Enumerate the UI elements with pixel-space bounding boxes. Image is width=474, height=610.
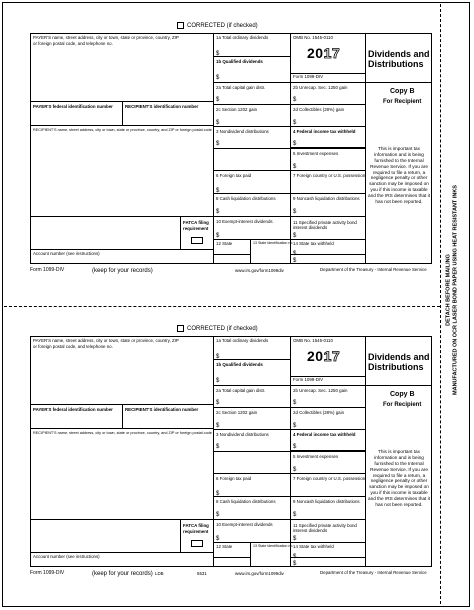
tax-year-suffix: 17 <box>323 45 341 61</box>
box-1a-label: 1a Total ordinary dividends <box>216 35 269 40</box>
box-2b-dollar: $ <box>293 400 297 406</box>
payer-name-label-cont: or foreign postal code, and telephone no. <box>33 344 113 349</box>
rule-row-2a <box>213 82 365 83</box>
box-1a-label: 1a Total ordinary dividends <box>216 338 269 343</box>
box-2c-label: 2c Section 1202 gain <box>216 107 258 112</box>
box-11-label: 11 Specified private activity bond interest dividends <box>293 220 357 231</box>
payer-name-label: PAYER'S name, street address, city or town, state or province, country, ZIP <box>33 338 179 343</box>
box-3-label: 3 Nondividend distributions <box>216 432 269 437</box>
payer-name-label-cont: or foreign postal code, and telephone no. <box>33 41 113 46</box>
box-14-label: 14 State tax withheld <box>293 241 334 246</box>
rule-row-5 <box>213 148 365 149</box>
corrected-label: CORRECTED (if checked) <box>187 23 258 29</box>
box-9-dollar: $ <box>293 512 297 518</box>
rule-1a <box>213 56 290 57</box>
box-3-dollar: $ <box>216 444 220 450</box>
payer-name-label: PAYER'S name, street address, city or town, state or province, country, ZIP <box>33 35 179 40</box>
rule-row-2a <box>213 385 365 386</box>
box-2b-label: 2b Unrecap. Sec. 1250 gain <box>293 85 348 90</box>
rule-year <box>290 73 365 74</box>
footer-url: www.irs.gov/form1099div <box>235 571 284 576</box>
box-4-dollar: $ <box>293 444 297 450</box>
footer-form-text: Form 1099-DIV <box>30 267 65 273</box>
box-7-label: 7 Foreign country or U.S. possession <box>293 476 366 481</box>
box-14-dollar-a: $ <box>293 251 297 257</box>
box-8-dollar: $ <box>216 209 220 215</box>
rule-row-14 <box>290 254 365 255</box>
rule-recipient-top <box>30 428 213 429</box>
footer-code: LDB <box>155 571 164 576</box>
box-1a-dollar: $ <box>216 354 220 360</box>
footer-keep-note: (keep for your records) <box>92 268 153 274</box>
box-7-label: 7 Foreign country or U.S. possession <box>293 173 366 178</box>
box-8-dollar: $ <box>216 512 220 518</box>
rule-recipient-top <box>30 125 213 126</box>
form-1099-div-copy-b <box>0 303 474 603</box>
box-10-dollar: $ <box>216 536 220 542</box>
box-1a-dollar: $ <box>216 51 220 57</box>
box-8-label: 8 Cash liquidation distributions <box>216 499 276 504</box>
box-13-label: 13 State identification no. <box>253 241 294 245</box>
rule-row-12b <box>213 557 250 558</box>
box-2d-label: 2d Collectibles (28%) gain <box>293 410 345 415</box>
rule-row-10 <box>213 216 365 217</box>
rule-row-2c <box>213 407 365 408</box>
box-2c-label: 2c Section 1202 gain <box>216 410 258 415</box>
box-5-label: 5 Investment expenses <box>293 454 339 459</box>
box-13-label: 13 State identification no. <box>253 544 294 548</box>
rule-account-top <box>30 552 213 553</box>
divider-right-panel <box>365 336 366 567</box>
box-6-label: 6 Foreign tax paid <box>216 476 252 481</box>
box-14-dollar-b: $ <box>293 561 297 567</box>
rule-fatca-top <box>30 519 213 520</box>
for-recipient-label: For Recipient <box>383 99 422 105</box>
box-14-dollar-b: $ <box>293 258 297 264</box>
footer-department: Department of the Treasury - Internal Revenue Service <box>320 267 427 272</box>
box-4-label: 4 Federal income tax withheld <box>293 129 356 134</box>
footer-url: www.irs.gov/form1099div <box>235 268 284 273</box>
corrected-checkbox[interactable] <box>177 325 184 332</box>
rule-fatca-top <box>30 216 213 217</box>
corrected-label: CORRECTED (if checked) <box>187 326 258 332</box>
box-1b-label: 1b Qualified dividends <box>216 362 263 367</box>
divider-tin <box>122 404 123 428</box>
tax-year <box>307 348 340 364</box>
sidebar-manufactured-text: MANUFACTURED ON OCR LASER BOND PAPER USING HEAT RESISTANT INKS <box>453 185 459 395</box>
box-12-label: 12 State <box>216 544 233 549</box>
box-6-dollar: $ <box>216 188 220 194</box>
box-1b-dollar: $ <box>216 378 220 384</box>
tax-year <box>307 45 340 61</box>
form-title: Dividends and Distributions <box>368 352 430 372</box>
divider-right-panel <box>365 33 366 264</box>
tax-notice: This is important tax information and is being furnished to the Internal Revenue Service. If you are required to file a return, a negligence penalty or other sanction may be imposed on you if this income is taxable and the IRS determines that it has not been reported. <box>367 449 430 507</box>
box-14-dollar-a: $ <box>293 554 297 560</box>
box-6-label: 6 Foreign tax paid <box>216 173 252 178</box>
footer-form-id <box>30 268 64 273</box>
tax-notice: This is important tax information and is being furnished to the Internal Revenue Service. If you are required to file a return, a negligence penalty or other sanction may be imposed on you if this income is taxable and the IRS determines that it has not been reported. <box>367 146 430 204</box>
payer-tin-label: PAYER'S federal identification number <box>33 104 113 109</box>
box-2a-dollar: $ <box>216 400 220 406</box>
recipient-tin-label: RECIPIENT'S identification number <box>125 407 199 412</box>
box-11-dollar: $ <box>293 233 297 239</box>
rule-row-6 <box>213 170 365 171</box>
box-5-label: 5 Investment expenses <box>293 151 339 156</box>
rule-account-top <box>30 249 213 250</box>
account-number-label: Account number (see instructions) <box>33 251 100 256</box>
form-title: Dividends and Distributions <box>368 49 430 69</box>
corrected-checkbox[interactable] <box>177 22 184 29</box>
rule-row-10 <box>213 519 365 520</box>
box-9-label: 9 Noncash liquidation distributions <box>293 499 360 504</box>
divider-fatca <box>180 519 181 552</box>
divider-fatca <box>180 216 181 249</box>
rule-row-8 <box>213 193 365 194</box>
divider-tin <box>122 101 123 125</box>
recipient-tin-label: RECIPIENT'S identification number <box>125 104 199 109</box>
rule-row-12 <box>213 542 365 543</box>
recipient-name-label: RECIPIENT'S name, street address, city or town, state or province, country, and ZIP or foreign postal code <box>33 431 212 435</box>
box-9-dollar: $ <box>293 209 297 215</box>
box-12-label: 12 State <box>216 241 233 246</box>
account-number-label: Account number (see instructions) <box>33 554 100 559</box>
box-4-dollar: $ <box>293 141 297 147</box>
tax-year-prefix: 20 <box>307 348 324 364</box>
rule-row-5 <box>213 451 365 452</box>
rule-year <box>290 376 365 377</box>
rule-row-12 <box>213 239 365 240</box>
box-2a-label: 2a Total capital gain distr. <box>216 388 266 393</box>
box-3-label: 3 Nondividend distributions <box>216 129 269 134</box>
box-11-dollar: $ <box>293 536 297 542</box>
box-11-label: 11 Specified private activity bond interest dividends <box>293 523 357 534</box>
rule-row-12b <box>213 254 250 255</box>
for-recipient-label: For Recipient <box>383 402 422 408</box>
form-id-small: Form 1099-DIV <box>293 74 324 79</box>
footer-form-id <box>30 571 64 576</box>
divider-state <box>250 239 251 264</box>
box-9-label: 9 Noncash liquidation distributions <box>293 196 360 201</box>
box-2c-dollar: $ <box>216 423 220 429</box>
sidebar-detach-text: DETACH BEFORE MAILING <box>445 254 452 326</box>
box-2d-dollar: $ <box>293 120 297 126</box>
rule-1a <box>213 359 290 360</box>
fatca-label: FATCA filing requirement <box>183 220 209 231</box>
box-4-label: 4 Federal income tax withheld <box>293 432 356 437</box>
footer-department: Department of the Treasury - Internal Revenue Service <box>320 570 427 575</box>
payer-tin-label: PAYER'S federal identification number <box>33 407 113 412</box>
box-1b-dollar: $ <box>216 75 220 81</box>
box-10-dollar: $ <box>216 233 220 239</box>
footer-form-text: Form 1099-DIV <box>30 570 65 576</box>
copy-b-label: Copy B <box>390 391 415 398</box>
box-2a-dollar: $ <box>216 97 220 103</box>
recipient-name-label: RECIPIENT'S name, street address, city or town, state or province, country, and ZIP or foreign postal code <box>33 128 212 132</box>
box-3-dollar: $ <box>216 141 220 147</box>
box-10-label: 10 Exempt-interest dividends <box>216 522 273 527</box>
box-2a-label: 2a Total capital gain distr. <box>216 85 266 90</box>
box-5-dollar: $ <box>293 164 297 170</box>
box-2d-dollar: $ <box>293 423 297 429</box>
divider-state <box>250 542 251 567</box>
box-1b-label: 1b Qualified dividends <box>216 59 263 64</box>
box-8-label: 8 Cash liquidation distributions <box>216 196 276 201</box>
box-10-label: 10 Exempt-interest dividends <box>216 219 273 224</box>
fatca-label: FATCA filing requirement <box>183 523 209 534</box>
rule-row-6 <box>213 473 365 474</box>
rule-row-8 <box>213 496 365 497</box>
box-2b-label: 2b Unrecap. Sec. 1250 gain <box>293 388 348 393</box>
form-id-small: Form 1099-DIV <box>293 377 324 382</box>
box-2d-label: 2d Collectibles (28%) gain <box>293 107 345 112</box>
footer-keep-note: (keep for your records) <box>92 571 153 577</box>
box-14-label: 14 State tax withheld <box>293 544 334 549</box>
omb-number: OMB No. 1545-0110 <box>293 338 333 343</box>
fatca-checkbox[interactable] <box>191 540 203 547</box>
form-1099-div-copy-b <box>0 0 474 300</box>
box-6-dollar: $ <box>216 491 220 497</box>
box-2b-dollar: $ <box>293 97 297 103</box>
box-5-dollar: $ <box>293 467 297 473</box>
footer-code-2: 5531 <box>197 571 207 576</box>
fatca-checkbox[interactable] <box>191 237 203 244</box>
box-2c-dollar: $ <box>216 120 220 126</box>
copy-b-label: Copy B <box>390 88 415 95</box>
rule-row-2c <box>213 104 365 105</box>
omb-number: OMB No. 1545-0110 <box>293 35 333 40</box>
rule-row-2a-right <box>365 82 432 83</box>
tax-year-suffix: 17 <box>323 348 341 364</box>
rule-row-14 <box>290 557 365 558</box>
rule-row-2a-right <box>365 385 432 386</box>
tax-year-prefix: 20 <box>307 45 324 61</box>
